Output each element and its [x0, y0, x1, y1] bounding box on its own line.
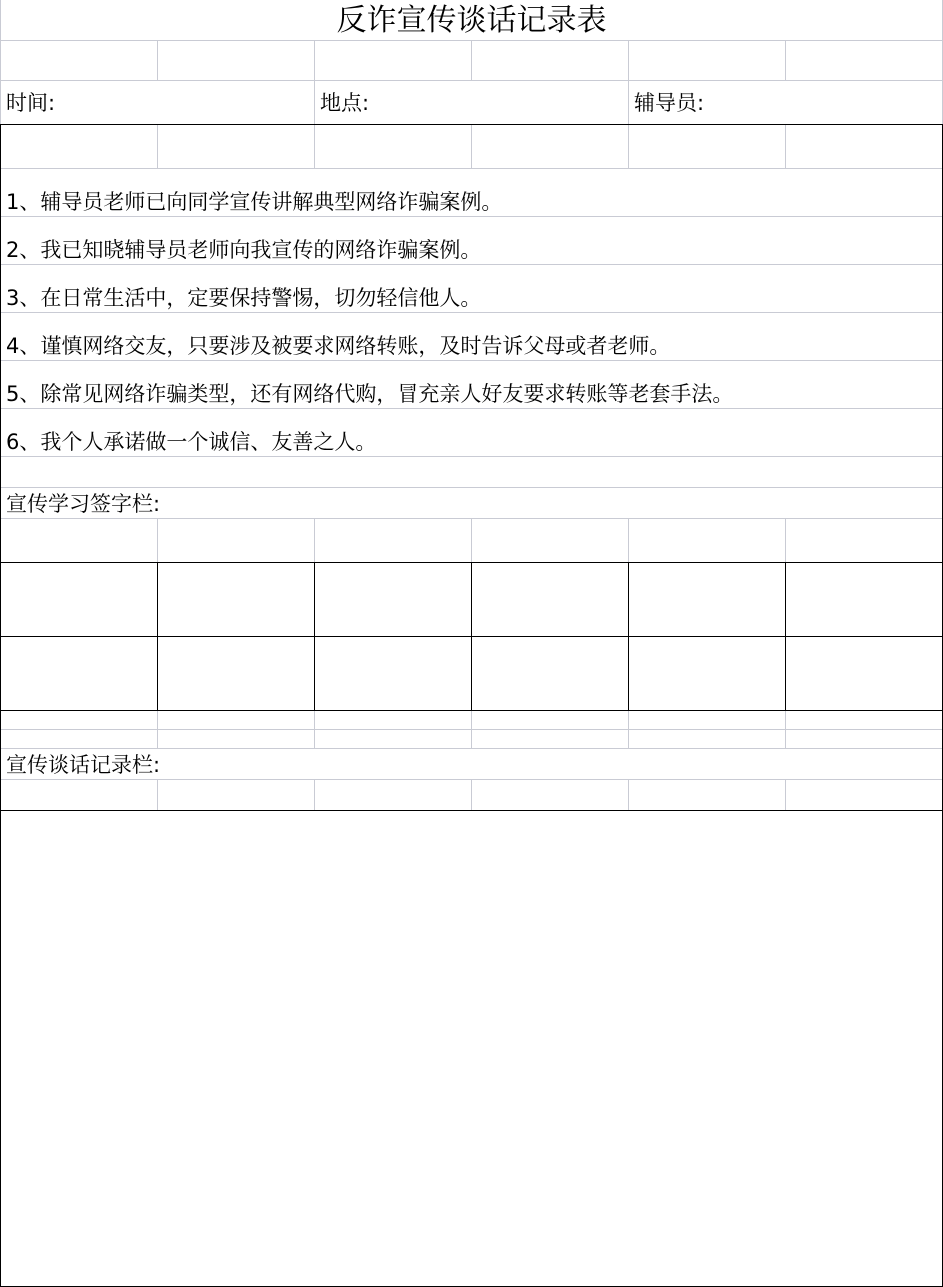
form-title: 反诈宣传谈话记录表	[336, 3, 607, 38]
place-label: 地点:	[320, 91, 370, 115]
item-5: 5、除常见网络诈骗类型，还有网络代购，冒充亲人好友要求转账等老套手法。	[6, 382, 734, 406]
item-3: 3、在日常生活中，定要保持警惕，切勿轻信他人。	[6, 286, 482, 310]
time-label: 时间:	[6, 91, 56, 115]
signature-section-label: 宣传学习签字栏:	[6, 492, 161, 516]
item-6: 6、我个人承诺做一个诚信、友善之人。	[6, 430, 377, 454]
record-section-label: 宣传谈话记录栏:	[6, 753, 161, 777]
record-area[interactable]	[0, 811, 943, 1286]
item-2: 2、我已知晓辅导员老师向我宣传的网络诈骗案例。	[6, 238, 482, 262]
signature-cells[interactable]	[0, 562, 943, 710]
counselor-label: 辅导员:	[634, 91, 705, 115]
item-1: 1、辅导员老师已向同学宣传讲解典型网络诈骗案例。	[6, 190, 503, 214]
item-4: 4、谨慎网络交友，只要涉及被要求网络转账，及时告诉父母或者老师。	[6, 334, 671, 358]
